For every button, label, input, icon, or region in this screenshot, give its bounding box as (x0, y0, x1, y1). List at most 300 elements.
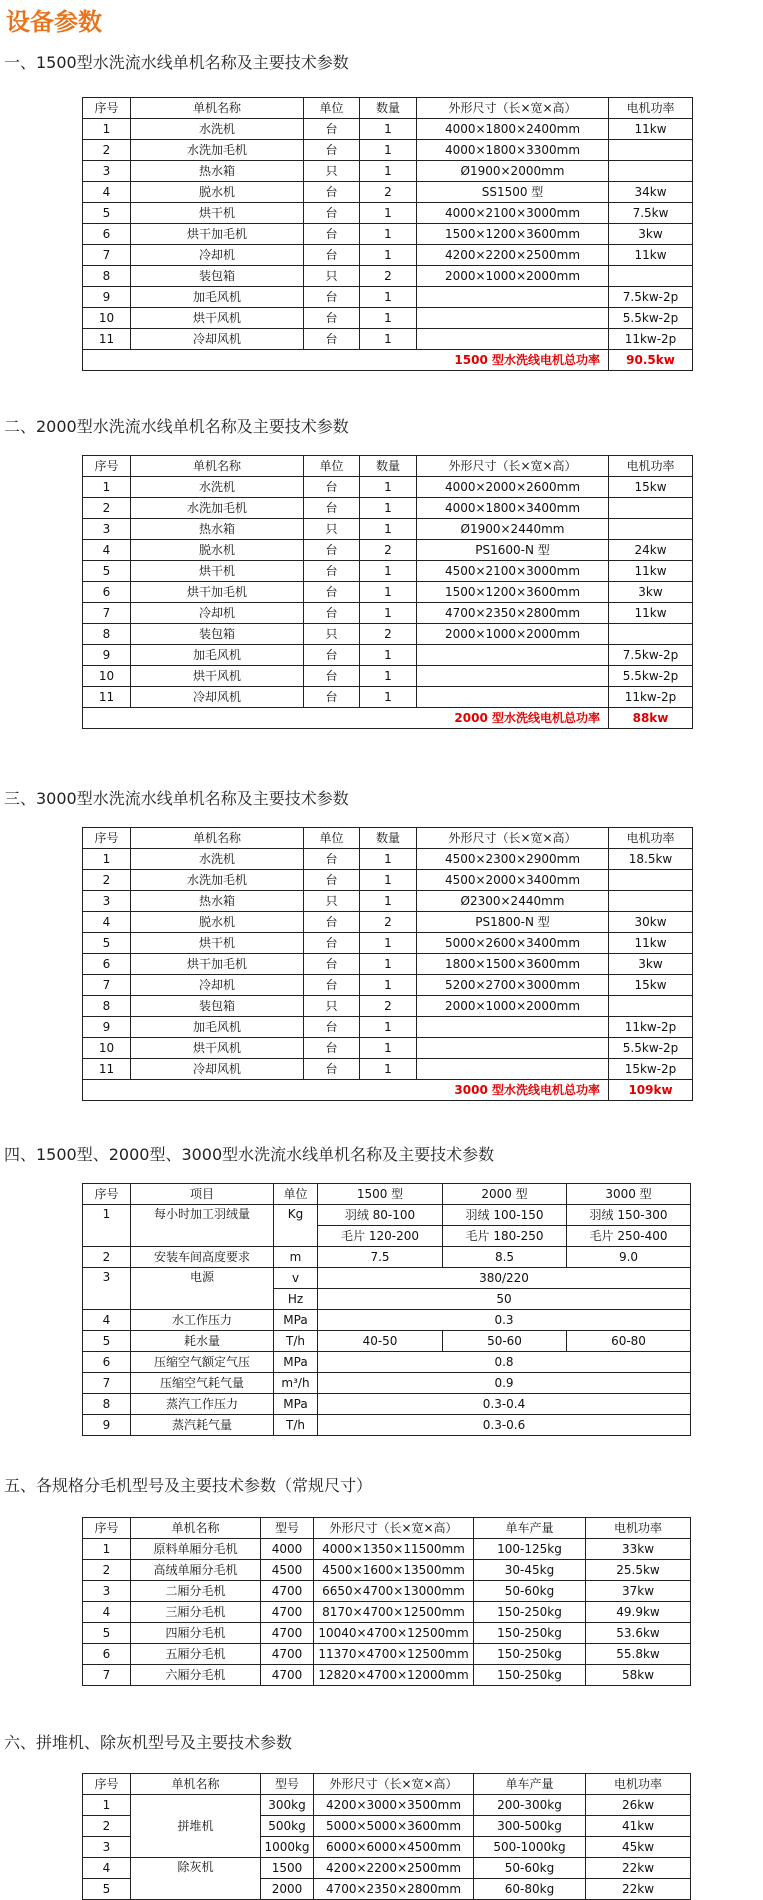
cell: 11kw (609, 603, 693, 624)
cell: 2 (360, 624, 417, 645)
cell: 烘干加毛机 (131, 954, 304, 975)
header-cell: 单位 (304, 456, 360, 477)
cell: PS1600-N 型 (417, 540, 609, 561)
cell: 四厢分毛机 (131, 1623, 261, 1644)
header-cell: 单机名称 (131, 1518, 261, 1539)
cell: 高绒单厢分毛机 (131, 1560, 261, 1581)
cell: 60-80 (567, 1331, 691, 1352)
table-header-row (83, 456, 693, 477)
cell: 冷却风机 (131, 1059, 304, 1080)
cell: 台 (304, 561, 360, 582)
table-header-row (83, 828, 693, 849)
cell: 2 (360, 912, 417, 933)
cell: 4700 (261, 1623, 314, 1644)
header-cell: 型号 (261, 1774, 314, 1795)
header-cell: 单位 (304, 828, 360, 849)
cell: 50-60kg (474, 1581, 586, 1602)
cell: 33kw (586, 1539, 691, 1560)
cell: 6 (83, 224, 131, 245)
header-cell: 外形尺寸（长×宽×高） (314, 1774, 474, 1795)
total-power-label: 1500 型水洗线电机总功率 (83, 350, 609, 371)
cell: 台 (304, 849, 360, 870)
cell (417, 1017, 609, 1038)
cell: 烘干风机 (131, 666, 304, 687)
cell: 4500×2100×3000mm (417, 561, 609, 582)
cell: 烘干加毛机 (131, 582, 304, 603)
cell: 1 (360, 645, 417, 666)
cell: 冷却风机 (131, 687, 304, 708)
table-row (83, 224, 693, 245)
table-row (83, 996, 693, 1017)
cell: 300kg (261, 1795, 314, 1816)
header-cell: 单机名称 (131, 98, 304, 119)
cell: 6000×6000×4500mm (314, 1837, 474, 1858)
cell: 1 (360, 161, 417, 182)
cell: 11kw (609, 245, 693, 266)
cell: 0.3-0.6 (318, 1415, 691, 1436)
cell: 1 (360, 1059, 417, 1080)
cell: 200-300kg (474, 1795, 586, 1816)
header-cell: 电机功率 (609, 98, 693, 119)
cell: 1000kg (261, 1837, 314, 1858)
table-total-row (83, 350, 693, 371)
cell (609, 140, 693, 161)
cell: 50 (318, 1289, 691, 1310)
cell: 1 (83, 1539, 131, 1560)
cell: 5200×2700×3000mm (417, 975, 609, 996)
cell: 34kw (609, 182, 693, 203)
cell: 1 (360, 203, 417, 224)
cell: 原料单厢分毛机 (131, 1539, 261, 1560)
cell: 53.6kw (586, 1623, 691, 1644)
cell: 11kw-2p (609, 687, 693, 708)
cell: 6 (83, 1644, 131, 1665)
cell: 1 (360, 329, 417, 350)
cell: 26kw (586, 1795, 691, 1816)
cell (609, 519, 693, 540)
cell: 脱水机 (131, 912, 304, 933)
cell: 500-1000kg (474, 1837, 586, 1858)
table-row (83, 624, 693, 645)
cell: 1 (83, 1205, 131, 1247)
cell: 2 (360, 996, 417, 1017)
header-cell: 单车产量 (474, 1774, 586, 1795)
spec-table-3000 (82, 827, 693, 1101)
cell: 41kw (586, 1816, 691, 1837)
cell: 4 (83, 182, 131, 203)
cell: 烘干风机 (131, 1038, 304, 1059)
cell: 3 (83, 1837, 131, 1858)
cell: T/h (274, 1415, 318, 1436)
cell: 1 (360, 119, 417, 140)
cell: 22kw (586, 1858, 691, 1879)
cell: 3 (83, 1268, 131, 1310)
cell: 耗水量 (131, 1331, 274, 1352)
cell: 台 (304, 245, 360, 266)
cell: 台 (304, 666, 360, 687)
table-row (83, 540, 693, 561)
cell: T/h (274, 1331, 318, 1352)
cell: 5.5kw-2p (609, 308, 693, 329)
cell: 台 (304, 477, 360, 498)
cell: 4500 (261, 1560, 314, 1581)
cell: 冷却机 (131, 975, 304, 996)
header-cell: 2000 型 (443, 1184, 567, 1205)
cell: 3 (83, 891, 131, 912)
cell: 9 (83, 287, 131, 308)
total-power-value: 90.5kw (609, 350, 693, 371)
total-power-label: 3000 型水洗线电机总功率 (83, 1080, 609, 1101)
header-cell: 序号 (83, 1518, 131, 1539)
header-cell: 1500 型 (318, 1184, 443, 1205)
cell: 蒸汽工作压力 (131, 1394, 274, 1415)
header-cell: 单机名称 (131, 456, 304, 477)
header-cell: 单机名称 (131, 828, 304, 849)
cell: 10 (83, 308, 131, 329)
cell: 4700 (261, 1644, 314, 1665)
cell: 30-45kg (474, 1560, 586, 1581)
page-title: 设备参数 (6, 8, 102, 36)
spec-table-2000 (82, 455, 693, 729)
cell: 1800×1500×3600mm (417, 954, 609, 975)
cell: 热水箱 (131, 891, 304, 912)
cell: 2000 (261, 1879, 314, 1900)
header-cell: 电机功率 (609, 456, 693, 477)
cell: 8 (83, 624, 131, 645)
table-row (83, 1205, 691, 1226)
table-total-row (83, 1080, 693, 1101)
header-cell: 电机功率 (609, 828, 693, 849)
cell: Ø1900×2440mm (417, 519, 609, 540)
cell (417, 329, 609, 350)
cell: 2 (83, 870, 131, 891)
cell: 5 (83, 203, 131, 224)
cell: 4500×2000×3400mm (417, 870, 609, 891)
cell: 2 (83, 1247, 131, 1268)
cell: 热水箱 (131, 519, 304, 540)
table-row (83, 849, 693, 870)
cell: 台 (304, 329, 360, 350)
cell (417, 645, 609, 666)
cell (417, 287, 609, 308)
cell: 1500 (261, 1858, 314, 1879)
cell: 380/220 (318, 1268, 691, 1289)
table-row (83, 603, 693, 624)
cell: m (274, 1247, 318, 1268)
spec-table-stacker (82, 1773, 691, 1900)
cell: 11kw (609, 933, 693, 954)
cell: 台 (304, 287, 360, 308)
cell: 6 (83, 954, 131, 975)
cell: 每小时加工羽绒量 (131, 1205, 274, 1247)
cell: 11kw (609, 561, 693, 582)
total-power-label: 2000 型水洗线电机总功率 (83, 708, 609, 729)
cell: 2 (360, 266, 417, 287)
cell: 8 (83, 266, 131, 287)
table-row (83, 582, 693, 603)
table-row (83, 182, 693, 203)
table-row (83, 687, 693, 708)
cell: 5 (83, 1879, 131, 1900)
cell (609, 870, 693, 891)
cell: 15kw-2p (609, 1059, 693, 1080)
table-row (83, 1539, 691, 1560)
cell: 3kw (609, 224, 693, 245)
cell: 3 (83, 161, 131, 182)
table-row (83, 1623, 691, 1644)
cell: 台 (304, 498, 360, 519)
cell: 装包箱 (131, 624, 304, 645)
table-row (83, 933, 693, 954)
header-cell: 单车产量 (474, 1518, 586, 1539)
cell: 11 (83, 329, 131, 350)
cell: 2000×1000×2000mm (417, 624, 609, 645)
cell: 1 (360, 1017, 417, 1038)
cell: 150-250kg (474, 1623, 586, 1644)
cell: 装包箱 (131, 996, 304, 1017)
cell: 1 (360, 687, 417, 708)
cell: 7.5 (318, 1247, 443, 1268)
table-row (83, 329, 693, 350)
cell: 4 (83, 1602, 131, 1623)
header-cell: 单位 (304, 98, 360, 119)
cell: 4000×1800×3300mm (417, 140, 609, 161)
cell: Ø1900×2000mm (417, 161, 609, 182)
cell: 羽绒 80-100 (318, 1205, 443, 1226)
cell: 安装车间高度要求 (131, 1247, 274, 1268)
cell: 1 (360, 954, 417, 975)
cell (609, 996, 693, 1017)
cell: 18.5kw (609, 849, 693, 870)
cell (609, 891, 693, 912)
header-cell: 序号 (83, 1184, 131, 1205)
cell: 4000×2100×3000mm (417, 203, 609, 224)
cell: 压缩空气额定气压 (131, 1352, 274, 1373)
cell: 150-250kg (474, 1602, 586, 1623)
cell: 烘干加毛机 (131, 224, 304, 245)
table-row (83, 1247, 691, 1268)
cell: 7 (83, 245, 131, 266)
cell: 2 (360, 182, 417, 203)
cell: 3kw (609, 954, 693, 975)
header-cell: 数量 (360, 828, 417, 849)
cell: 9 (83, 1017, 131, 1038)
cell: 4700×2350×2800mm (314, 1879, 474, 1900)
cell: 0.3 (318, 1310, 691, 1331)
cell: 12820×4700×12000mm (314, 1665, 474, 1686)
cell: 1 (360, 140, 417, 161)
cell: 4200×2200×2500mm (314, 1858, 474, 1879)
cell: 1 (360, 477, 417, 498)
header-cell: 单位 (274, 1184, 318, 1205)
cell: 烘干机 (131, 203, 304, 224)
spec-table-compare (82, 1183, 691, 1436)
table-row (83, 519, 693, 540)
cell: 1 (83, 1795, 131, 1816)
cell: 羽绒 150-300 (567, 1205, 691, 1226)
cell: 五厢分毛机 (131, 1644, 261, 1665)
cell: 0.3-0.4 (318, 1394, 691, 1415)
cell: 加毛风机 (131, 287, 304, 308)
cell: 水洗加毛机 (131, 498, 304, 519)
cell: 台 (304, 582, 360, 603)
table-row (83, 561, 693, 582)
section-title-compare: 四、1500型、2000型、3000型水洗流水线单机名称及主要技术参数 (4, 1145, 495, 1164)
header-cell: 外形尺寸（长×宽×高） (314, 1518, 474, 1539)
cell: SS1500 型 (417, 182, 609, 203)
cell: 1 (360, 849, 417, 870)
cell: 1 (360, 498, 417, 519)
table-row (83, 1795, 691, 1816)
cell: 4 (83, 912, 131, 933)
cell: 4700 (261, 1581, 314, 1602)
cell: 6 (83, 1352, 131, 1373)
cell: 只 (304, 996, 360, 1017)
table-row (83, 477, 693, 498)
cell: 热水箱 (131, 161, 304, 182)
cell: 台 (304, 203, 360, 224)
section-title-1500: 一、1500型水洗流水线单机名称及主要技术参数 (4, 53, 349, 72)
cell: 1 (360, 519, 417, 540)
cell: 1 (360, 561, 417, 582)
spec-table-1500 (82, 97, 693, 371)
table-row (83, 1560, 691, 1581)
cell: 拼堆机 (131, 1795, 261, 1858)
cell: MPa (274, 1394, 318, 1415)
cell: 台 (304, 540, 360, 561)
cell: 2 (83, 498, 131, 519)
cell: 2 (83, 1816, 131, 1837)
table-header-row (83, 1184, 691, 1205)
cell: 6 (83, 582, 131, 603)
cell: 8 (83, 1394, 131, 1415)
cell: 1 (360, 666, 417, 687)
cell: 300-500kg (474, 1816, 586, 1837)
cell: 5.5kw-2p (609, 1038, 693, 1059)
cell: 4500×2300×2900mm (417, 849, 609, 870)
cell: 22kw (586, 1879, 691, 1900)
cell: 只 (304, 161, 360, 182)
cell (417, 308, 609, 329)
cell: 台 (304, 308, 360, 329)
table-row (83, 1017, 693, 1038)
cell: 二厢分毛机 (131, 1581, 261, 1602)
header-cell: 序号 (83, 456, 131, 477)
header-cell: 单机名称 (131, 1774, 261, 1795)
cell: 10040×4700×12500mm (314, 1623, 474, 1644)
header-cell: 电机功率 (586, 1518, 691, 1539)
cell: 40-50 (318, 1331, 443, 1352)
cell: 8170×4700×12500mm (314, 1602, 474, 1623)
cell: 1 (83, 477, 131, 498)
cell: 60-80kg (474, 1879, 586, 1900)
table-row (83, 161, 693, 182)
cell: 5 (83, 933, 131, 954)
cell: MPa (274, 1310, 318, 1331)
cell: 台 (304, 912, 360, 933)
table-row (83, 203, 693, 224)
cell: 台 (304, 687, 360, 708)
cell: 羽绒 100-150 (443, 1205, 567, 1226)
cell: 1 (360, 603, 417, 624)
cell: 毛片 250-400 (567, 1226, 691, 1247)
cell: 3kw (609, 582, 693, 603)
cell (609, 624, 693, 645)
total-power-value: 88kw (609, 708, 693, 729)
cell: 台 (304, 182, 360, 203)
cell: 4200×2200×2500mm (417, 245, 609, 266)
cell: 蒸汽耗气量 (131, 1415, 274, 1436)
cell: 9 (83, 645, 131, 666)
cell: 2000×1000×2000mm (417, 266, 609, 287)
cell: 水洗加毛机 (131, 140, 304, 161)
cell: 0.8 (318, 1352, 691, 1373)
table-row (83, 1581, 691, 1602)
cell: 水洗机 (131, 477, 304, 498)
cell: 加毛风机 (131, 1017, 304, 1038)
cell: m³/h (274, 1373, 318, 1394)
table-row (83, 870, 693, 891)
table-row (83, 1310, 691, 1331)
table-row (83, 666, 693, 687)
cell: 水洗加毛机 (131, 870, 304, 891)
cell: 1 (360, 870, 417, 891)
table-row (83, 1373, 691, 1394)
cell (417, 666, 609, 687)
cell: 10 (83, 666, 131, 687)
cell: 台 (304, 1038, 360, 1059)
cell: 4 (83, 1858, 131, 1879)
cell: 4 (83, 1310, 131, 1331)
cell: 37kw (586, 1581, 691, 1602)
cell: 4000 (261, 1539, 314, 1560)
header-cell: 项目 (131, 1184, 274, 1205)
cell: 台 (304, 603, 360, 624)
table-total-row (83, 708, 693, 729)
cell: 50-60 (443, 1331, 567, 1352)
cell: 1 (360, 933, 417, 954)
cell: 11 (83, 1059, 131, 1080)
cell: 150-250kg (474, 1644, 586, 1665)
cell: 5 (83, 1331, 131, 1352)
cell: 5 (83, 1623, 131, 1644)
table-row (83, 954, 693, 975)
table-row (83, 266, 693, 287)
cell: 7 (83, 975, 131, 996)
cell: 只 (304, 891, 360, 912)
spec-table-splitter (82, 1517, 691, 1686)
cell: 三厢分毛机 (131, 1602, 261, 1623)
cell: 9.0 (567, 1247, 691, 1268)
table-row (83, 912, 693, 933)
table-row (83, 1038, 693, 1059)
cell: Kg (274, 1205, 318, 1247)
cell: 台 (304, 870, 360, 891)
cell: 只 (304, 624, 360, 645)
cell (417, 687, 609, 708)
table-row (83, 308, 693, 329)
cell: 55.8kw (586, 1644, 691, 1665)
cell: 4 (83, 540, 131, 561)
cell: 烘干机 (131, 561, 304, 582)
table-row (83, 1331, 691, 1352)
table-row (83, 1644, 691, 1665)
table-row (83, 1059, 693, 1080)
cell: 水洗机 (131, 119, 304, 140)
section-title-stacker: 六、拼堆机、除灰机型号及主要技术参数 (4, 1733, 293, 1752)
cell: 50-60kg (474, 1858, 586, 1879)
cell: 只 (304, 519, 360, 540)
